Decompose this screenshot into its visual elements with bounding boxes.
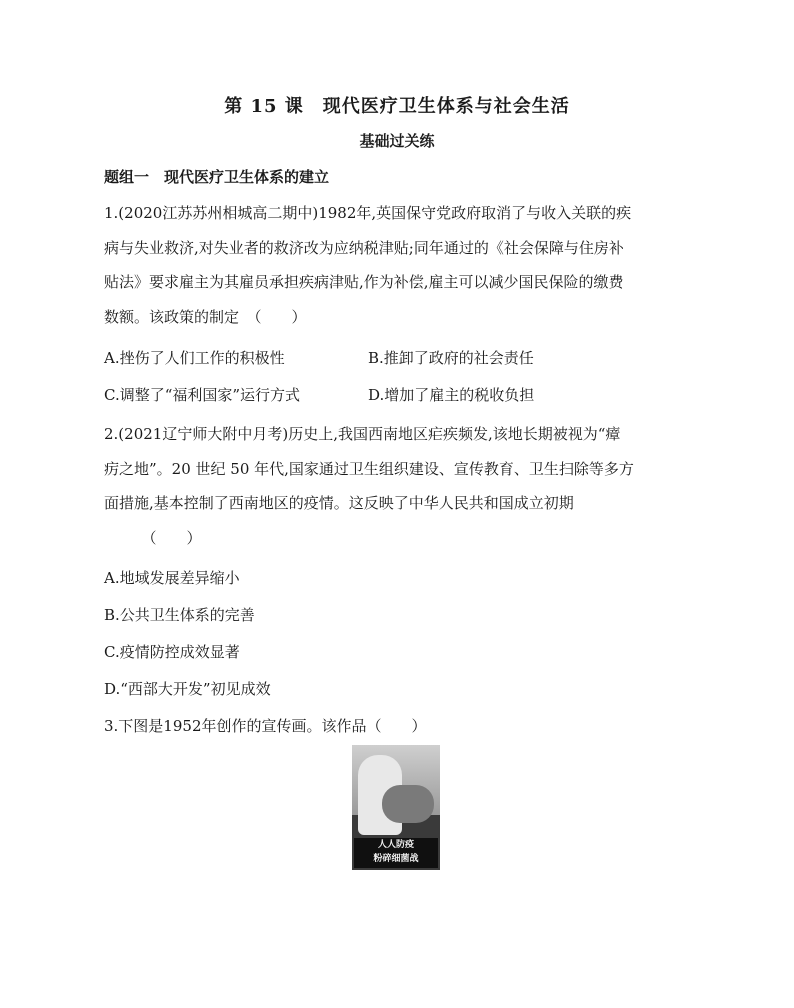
poster-arm bbox=[382, 785, 434, 823]
lesson-subtitle: 基础过关练 bbox=[359, 132, 435, 150]
poster-caption-line-2: 粉碎细菌战 bbox=[373, 854, 419, 864]
poster-caption-line-1: 人人防疫 bbox=[377, 840, 414, 850]
propaganda-poster-image bbox=[352, 745, 440, 870]
question-1-options-row-1 bbox=[104, 341, 696, 375]
question-1-stem bbox=[104, 196, 696, 334]
question-1-options-row-2 bbox=[104, 378, 696, 412]
question-2-option-c[interactable]: C.疫情防控成效显著 bbox=[104, 643, 240, 661]
lesson-title: 第 15 课 现代医疗卫生体系与社会生活 bbox=[224, 96, 570, 117]
question-2-option-b[interactable]: B.公共卫生体系的完善 bbox=[104, 606, 255, 624]
question-1-option-c[interactable]: C.调整了“福利国家”运行方式 bbox=[104, 386, 301, 404]
question-2-line: 2.(2021辽宁师大附中月考)历史上,我国西南地区疟疾频发,该地长期被视为“瘴 bbox=[104, 425, 621, 443]
question-1-line: 病与失业救济,对失业者的救济改为应纳税津贴;同年通过的《社会保障与住房补 bbox=[104, 238, 624, 257]
question-2-option-d[interactable]: D.“西部大开发”初见成效 bbox=[104, 680, 271, 698]
question-1-line: 数额。该政策的制定 （ ） bbox=[104, 307, 307, 326]
group-heading: 题组一 现代医疗卫生体系的建立 bbox=[104, 168, 330, 186]
question-1-line: 贴法》要求雇主为其雇员承担疾病津贴,作为补偿,雇主可以减少国民保险的缴费 bbox=[104, 273, 624, 291]
question-2-line: （ ） bbox=[104, 528, 202, 547]
question-2-line: 面措施,基本控制了西南地区的疫情。这反映了中华人民共和国成立初期 bbox=[104, 494, 574, 512]
poster-caption bbox=[354, 838, 438, 868]
question-2-line: 疠之地”。20 世纪 50 年代,国家通过卫生组织建设、宣传教育、卫生扫除等多方 bbox=[104, 459, 634, 478]
question-1-option-d[interactable]: D.增加了雇主的税收负担 bbox=[368, 386, 535, 404]
question-1-option-b[interactable]: B.推卸了政府的社会责任 bbox=[368, 349, 534, 367]
question-1-option-a[interactable]: A.挫伤了人们工作的积极性 bbox=[104, 349, 285, 367]
question-3-stem: 3.下图是1952年创作的宣传画。该作品（ ） bbox=[104, 717, 427, 735]
question-2-stem bbox=[104, 417, 696, 555]
question-1-line: 1.(2020江苏苏州相城高二期中)1982年,英国保守党政府取消了与收入关联的疾 bbox=[104, 204, 632, 222]
question-2-option-a[interactable]: A.地域发展差异缩小 bbox=[104, 569, 240, 587]
